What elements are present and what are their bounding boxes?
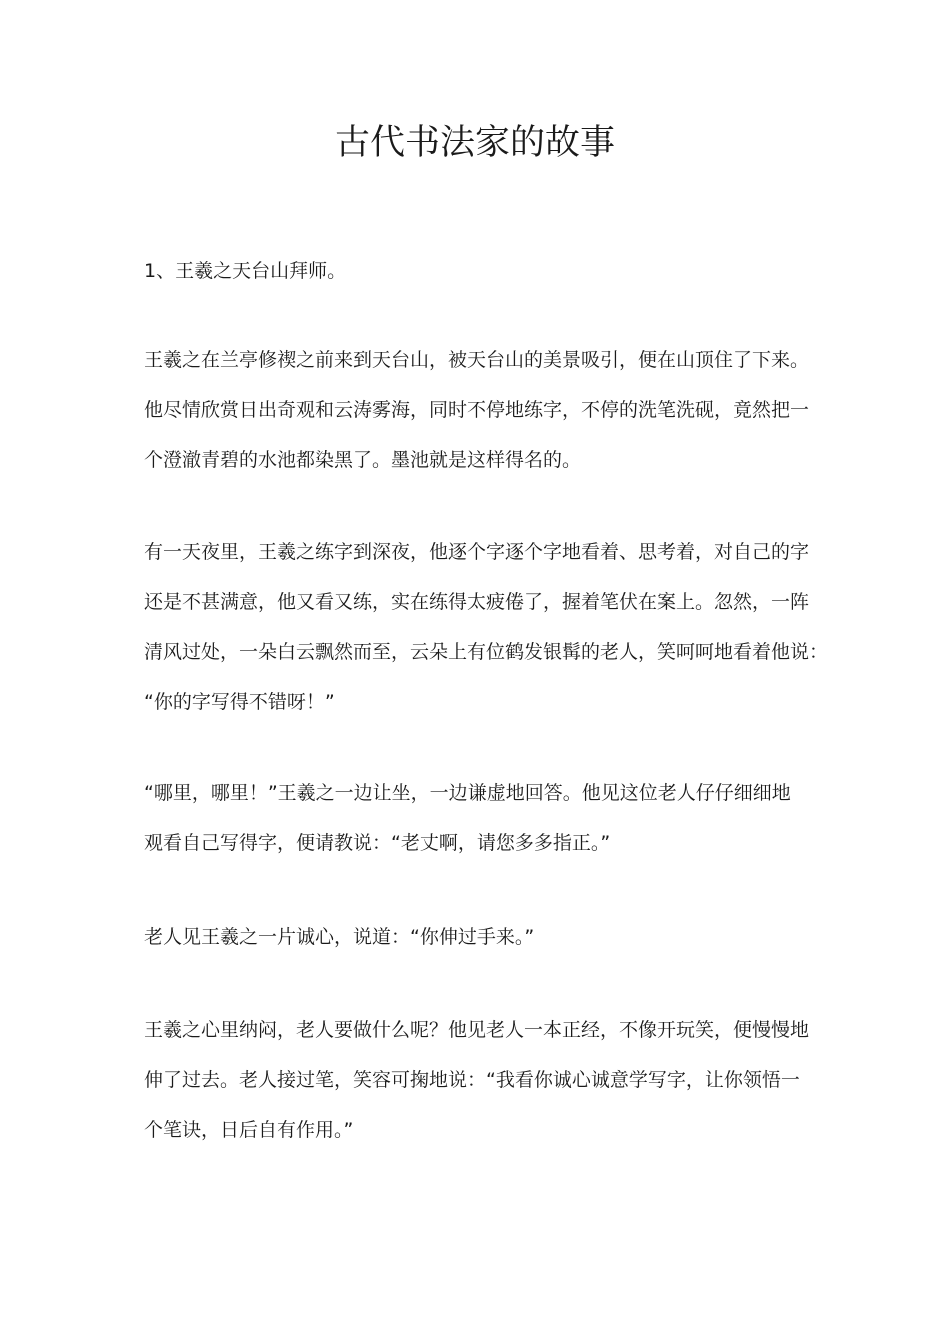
paragraph-line: 王羲之在兰亭修禊之前来到天台山，被天台山的美景吸引，便在山顶住了下来。 <box>144 349 810 371</box>
section-heading: 1、王羲之天台山拜师。 <box>144 260 347 282</box>
paragraph-line: “哪里，哪里！”王羲之一边让坐，一边谦虚地回答。他见这位老人仔仔细细地 <box>144 782 791 804</box>
paragraph-line: 个澄澈青碧的水池都染黑了。墨池就是这样得名的。 <box>144 449 582 471</box>
paragraph-line: 王羲之心里纳闷，老人要做什么呢？他见老人一本正经，不像开玩笑，便慢慢地 <box>144 1019 810 1041</box>
paragraph-4 <box>144 912 809 962</box>
paragraph-1 <box>144 335 809 485</box>
document-title: 古代书法家的故事 <box>334 123 615 163</box>
paragraph-line: “你的字写得不错呀！” <box>144 691 335 713</box>
paragraph-line: 他尽情欣赏日出奇观和云涛雾海，同时不停地练字，不停的洗笔洗砚，竟然把一 <box>144 399 810 421</box>
paragraph-2 <box>144 527 829 727</box>
paragraph-line: 个笔诀，日后自有作用。” <box>144 1119 354 1141</box>
paragraph-line: 还是不甚满意，他又看又练，实在练得太疲倦了，握着笔伏在案上。忽然，一阵 <box>144 591 810 613</box>
paragraph-line: 老人见王羲之一片诚心，说道：“你伸过手来。” <box>144 926 535 948</box>
paragraph-5 <box>144 1005 809 1155</box>
paragraph-line: 观看自己写得字，便请教说：“老丈啊，请您多多指正。” <box>144 832 611 854</box>
paragraph-line: 伸了过去。老人接过笔，笑容可掬地说：“我看你诚心诚意学写字，让你领悟一 <box>144 1069 800 1091</box>
paragraph-line: 清风过处，一朵白云飘然而至，云朵上有位鹤发银髯的老人，笑呵呵地看着他说： <box>144 641 829 663</box>
paragraph-line: 有一天夜里，王羲之练字到深夜，他逐个字逐个字地看着、思考着，对自己的字 <box>144 541 810 563</box>
paragraph-3 <box>144 768 809 868</box>
